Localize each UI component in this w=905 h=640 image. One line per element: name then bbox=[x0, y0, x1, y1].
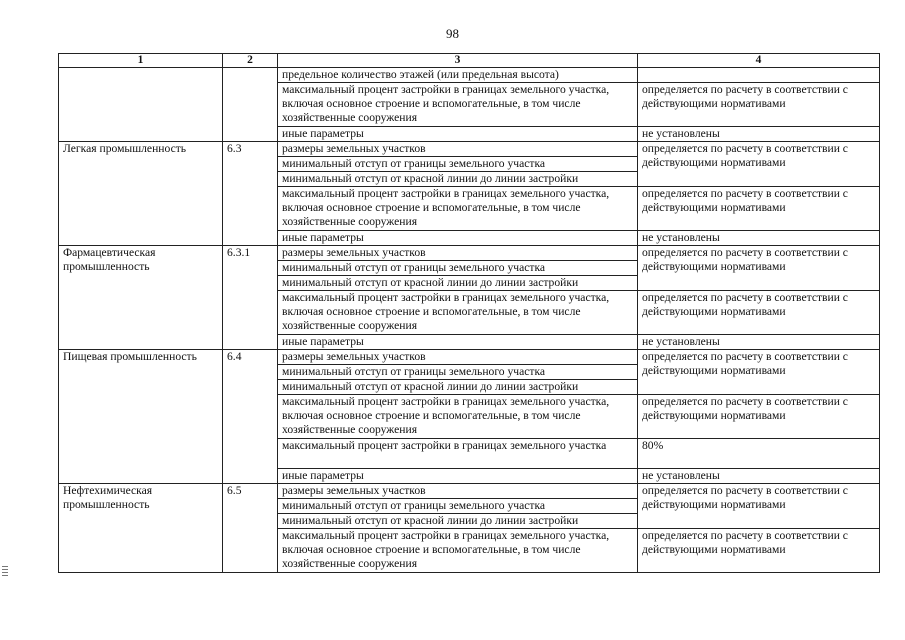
value-cell: определяется по расчету в соответствии с действующими нормативами bbox=[638, 83, 880, 127]
activity-code-cell: 6.4 bbox=[223, 350, 278, 484]
scan-mark bbox=[2, 569, 8, 570]
value-cell: определяется по расчету в соответствии с действующими нормативами bbox=[638, 142, 880, 187]
param-cell: иные параметры bbox=[278, 469, 638, 484]
scan-mark bbox=[2, 572, 8, 573]
param-cell: минимальный отступ от красной линии до линии застройки bbox=[278, 276, 638, 291]
param-cell: минимальный отступ от границы земельного участка bbox=[278, 157, 638, 172]
activity-name-cell: Фармацевтическая промышленность bbox=[59, 246, 223, 350]
param-cell: максимальный процент застройки в границах земельного участка bbox=[278, 439, 638, 469]
param-cell: минимальный отступ от красной линии до линии застройки bbox=[278, 380, 638, 395]
activity-name-cell: Нефтехимическая промышленность bbox=[59, 484, 223, 573]
activity-code-cell bbox=[223, 68, 278, 142]
activity-code-cell: 6.3.1 bbox=[223, 246, 278, 350]
value-cell: определяется по расчету в соответствии с действующими нормативами bbox=[638, 484, 880, 529]
page-number: 98 bbox=[446, 26, 459, 41]
param-cell: минимальный отступ от границы земельного участка bbox=[278, 365, 638, 380]
param-cell: минимальный отступ от границы земельного участка bbox=[278, 499, 638, 514]
land-use-parameters-table bbox=[58, 53, 880, 573]
param-cell: минимальный отступ от границы земельного участка bbox=[278, 261, 638, 276]
table-row bbox=[59, 350, 880, 365]
param-cell: минимальный отступ от красной линии до линии застройки bbox=[278, 514, 638, 529]
value-cell: определяется по расчету в соответствии с действующими нормативами bbox=[638, 395, 880, 439]
value-cell: определяется по расчету в соответствии с действующими нормативами bbox=[638, 246, 880, 291]
value-cell: определяется по расчету в соответствии с действующими нормативами bbox=[638, 350, 880, 395]
table-row bbox=[59, 246, 880, 261]
header-row bbox=[59, 54, 880, 68]
param-cell: размеры земельных участков bbox=[278, 350, 638, 365]
param-cell: минимальный отступ от красной линии до линии застройки bbox=[278, 172, 638, 187]
param-cell: максимальный процент застройки в границах земельного участка, включая основное строение и вспомогательные, в том числе хозяйственные сооружения bbox=[278, 395, 638, 439]
value-cell: определяется по расчету в соответствии с действующими нормативами bbox=[638, 529, 880, 573]
table-row bbox=[59, 484, 880, 499]
value-cell: не установлены bbox=[638, 231, 880, 246]
column-header-1: 1 bbox=[59, 54, 223, 68]
table-row bbox=[59, 142, 880, 157]
param-cell: иные параметры bbox=[278, 231, 638, 246]
param-cell: предельное количество этажей (или предельная высота) bbox=[278, 68, 638, 83]
value-cell: определяется по расчету в соответствии с действующими нормативами bbox=[638, 291, 880, 335]
param-cell: иные параметры bbox=[278, 335, 638, 350]
scan-mark bbox=[2, 575, 8, 576]
param-cell: максимальный процент застройки в границах земельного участка, включая основное строение и вспомогательные, в том числе хозяйственные сооружения bbox=[278, 83, 638, 127]
value-cell: не установлены bbox=[638, 469, 880, 484]
value-cell bbox=[638, 68, 880, 83]
param-cell: иные параметры bbox=[278, 127, 638, 142]
column-header-2: 2 bbox=[223, 54, 278, 68]
param-cell: размеры земельных участков bbox=[278, 246, 638, 261]
activity-code-cell: 6.3 bbox=[223, 142, 278, 246]
scan-mark bbox=[2, 566, 8, 567]
column-header-3: 3 bbox=[278, 54, 638, 68]
param-cell: максимальный процент застройки в границах земельного участка, включая основное строение и вспомогательные, в том числе хозяйственные сооружения bbox=[278, 291, 638, 335]
activity-name-cell: Пищевая промышленность bbox=[59, 350, 223, 484]
value-cell: определяется по расчету в соответствии с действующими нормативами bbox=[638, 187, 880, 231]
column-header-4: 4 bbox=[638, 54, 880, 68]
param-cell: размеры земельных участков bbox=[278, 142, 638, 157]
param-cell: максимальный процент застройки в границах земельного участка, включая основное строение и вспомогательные, в том числе хозяйственные сооружения bbox=[278, 187, 638, 231]
value-cell: не установлены bbox=[638, 127, 880, 142]
activity-code-cell: 6.5 bbox=[223, 484, 278, 573]
value-cell: 80% bbox=[638, 439, 880, 469]
activity-name-cell: Легкая промышленность bbox=[59, 142, 223, 246]
param-cell: максимальный процент застройки в границах земельного участка, включая основное строение и вспомогательные, в том числе хозяйственные сооружения bbox=[278, 529, 638, 573]
table-row bbox=[59, 68, 880, 83]
activity-name-cell bbox=[59, 68, 223, 142]
value-cell: не установлены bbox=[638, 335, 880, 350]
param-cell: размеры земельных участков bbox=[278, 484, 638, 499]
